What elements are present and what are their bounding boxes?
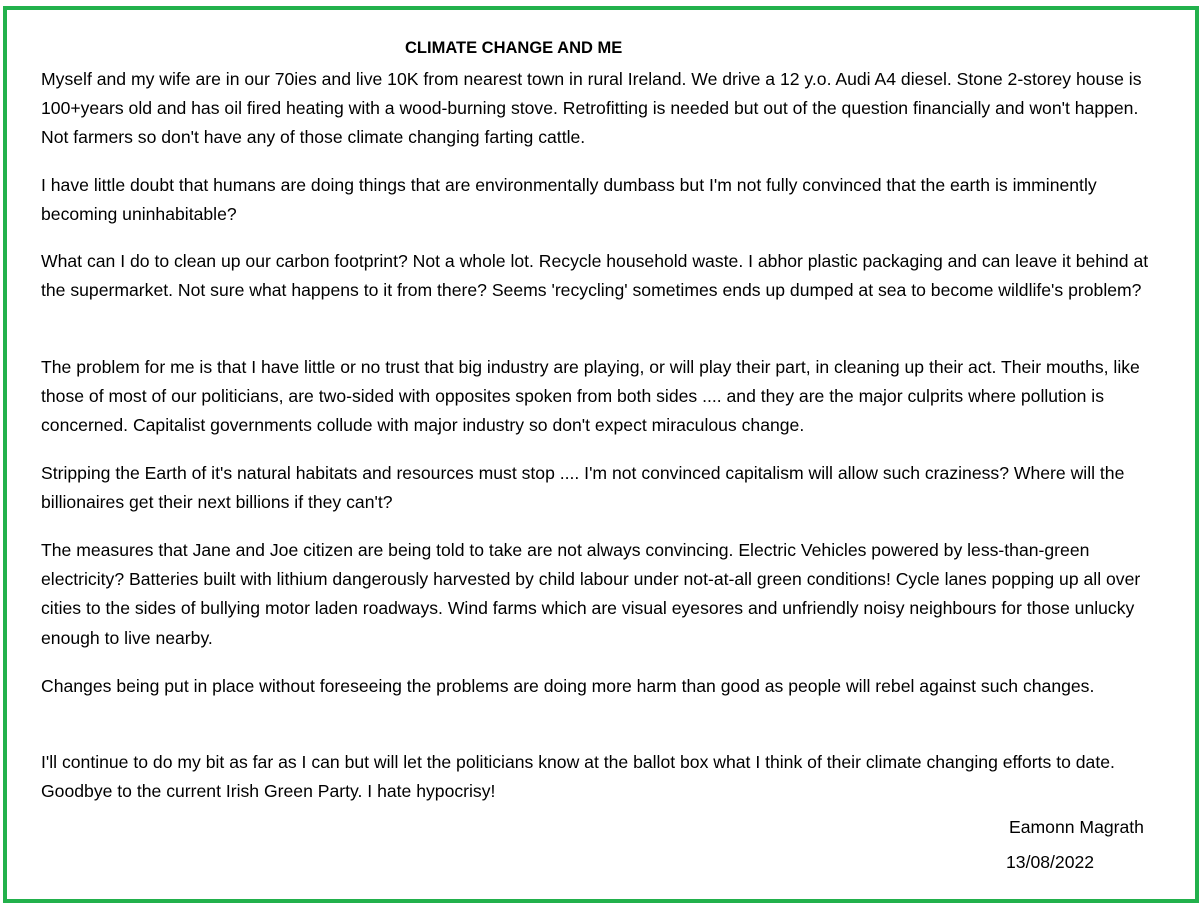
document-title: CLIMATE CHANGE AND ME [405,39,623,57]
paragraph-5: Stripping the Earth of it's natural habitats and resources must stop .... I'm not convinced capitalism will allow such craziness? Where will the billionaires get their next billions if they can't? [41,463,1125,513]
paragraph-7: Changes being put in place without foreseeing the problems are doing more harm than good as people will rebel against such changes. [41,676,1095,696]
signature-name: Eamonn Magrath [1009,817,1144,837]
paragraph-1: Myself and my wife are in our 70ies and live 10K from nearest town in rural Ireland. We drive a 12 y.o. Audi A4 diesel. Stone 2-storey house is 100+years old and has oil fired heating with a wood-burning stove. Retrofitting is needed but out of the question financially and won't happen. Not farmers so don't have any of those climate changing farting cattle. [41,69,1142,148]
paragraph-6: The measures that Jane and Joe citizen are being told to take are not always convincing. Electric Vehicles powered by less-than-green electricity? Batteries built with lithium dangerously harvested by child labour under not-at-all green conditions! Cycle lanes popping up all over cities to the sides of bullying motor laden roadways. Wind farms which are visual eyesores and unfriendly noisy neighbours for those unlucky enough to live nearby. [41,540,1141,648]
paragraph-8: I'll continue to do my bit as far as I can but will let the politicians know at the ballot box what I think of their climate changing efforts to date. Goodbye to the current Irish Green Party. I hate hypocrisy! [41,752,1115,802]
paragraph-4: The problem for me is that I have little or no trust that big industry are playing, or will play their part, in cleaning up their act. Their mouths, like those of most of our politicians, are two-sided with opposites spoken from both sides .... and they are the major culprits where pollution is concerned. Capitalist governments collude with major industry so don't expect miraculous change. [41,357,1140,436]
paragraph-2: I have little doubt that humans are doing things that are environmentally dumbass but I'm not fully convinced that the earth is imminently becoming uninhabitable? [41,175,1097,225]
signature-date: 13/08/2022 [1006,852,1095,872]
paragraph-3: What can I do to clean up our carbon footprint? Not a whole lot. Recycle household waste. I abhor plastic packaging and can leave it behind at the supermarket. Not sure what happens to it from there? Seems 'recycling' sometimes ends up dumped at sea to become wildlife's problem? [41,251,1149,301]
